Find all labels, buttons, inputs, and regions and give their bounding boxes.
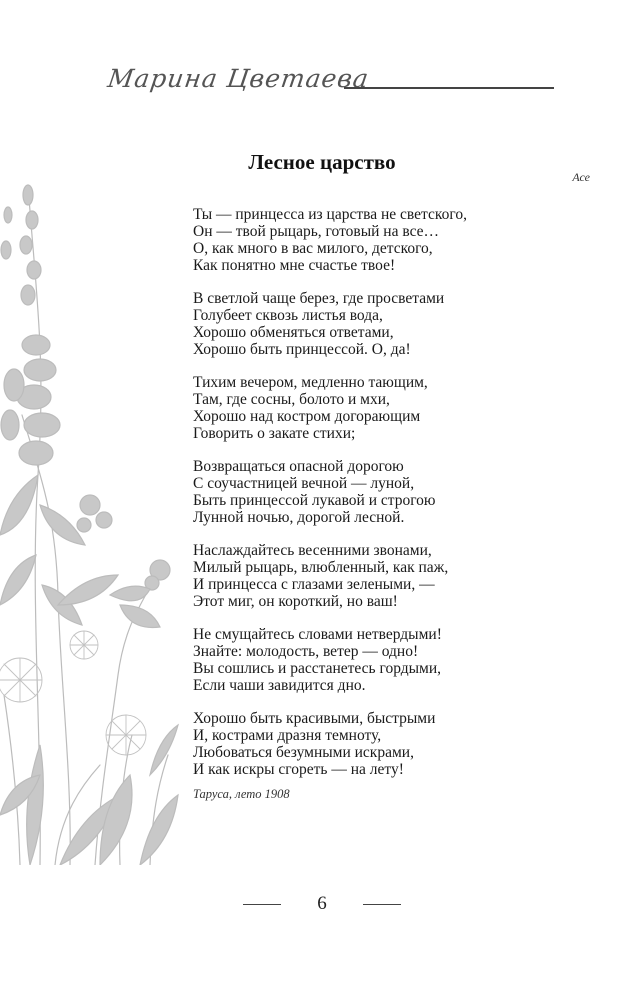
poem-stanza	[193, 710, 573, 778]
poem-line: Вы сошлись и расстанетесь гордыми,	[193, 660, 442, 677]
poem-line: Хорошо над костром догорающим	[193, 408, 421, 425]
poem-line: Ты — принцесса из царства не светского,	[193, 206, 467, 223]
poem-line: Не смущайтесь словами нетвердыми!	[193, 626, 442, 643]
poem-title: Лесное царство	[248, 150, 396, 174]
poem-line: Он — твой рыцарь, готовый на все…	[193, 223, 440, 240]
poem-line: С соучастницей вечной — луной,	[193, 475, 415, 492]
poem-line: Лунной ночью, дорогой лесной.	[193, 509, 405, 526]
poem-stanza	[193, 206, 573, 274]
poem-dedication: Асе	[572, 170, 590, 184]
poem-line: И принцесса с глазами зелеными, —	[193, 576, 435, 593]
poem-stanza	[193, 458, 573, 526]
poem-body	[193, 206, 573, 794]
poem-line: В светлой чаще берез, где просветами	[193, 290, 445, 307]
poem-line: Хорошо быть принцессой. О, да!	[193, 341, 411, 358]
poem-stanza	[193, 626, 573, 694]
poem-line: Там, где сосны, болото и мхи,	[193, 391, 390, 408]
poem-line: Милый рыцарь, влюбленный, как паж,	[193, 559, 449, 576]
poem-line: И, кострами дразня темноту,	[193, 727, 382, 744]
poem-stanza	[193, 290, 573, 358]
poem-line: Говорить о закате стихи;	[193, 425, 356, 442]
poem-line: Быть принцессой лукавой и строгою	[193, 492, 436, 509]
poem-dateline: Таруса, лето 1908	[193, 787, 290, 801]
running-header-author: Марина Цветаева	[105, 64, 371, 93]
poem-line: Знайте: молодость, ветер — одно!	[193, 643, 419, 660]
header-rule	[344, 87, 554, 89]
poem-line: Голубеет сквозь листья вода,	[193, 307, 383, 324]
wildflowers-illustration	[0, 175, 180, 865]
poem-line: Хорошо быть красивыми, быстрыми	[193, 710, 436, 727]
footer-rule-right	[363, 904, 401, 905]
poem-line: О, как много в вас милого, детского,	[193, 240, 433, 257]
page-footer	[0, 893, 644, 915]
poem-line: Наслаждайтесь весенними звонами,	[193, 542, 432, 559]
poem-stanza	[193, 374, 573, 442]
poem-line: И как искры сгореть — на лету!	[193, 761, 404, 778]
poem-stanza	[193, 542, 573, 610]
poem-line: Возвращаться опасной дорогою	[193, 458, 404, 475]
footer-rule-left	[243, 904, 281, 905]
poem-line: Тихим вечером, медленно тающим,	[193, 374, 428, 391]
page-number: 6	[317, 893, 327, 914]
poem-line: Если чаши завидится дно.	[193, 677, 366, 694]
poem-line: Любоваться безумными искрами,	[193, 744, 414, 761]
poem-line: Хорошо обменяться ответами,	[193, 324, 394, 341]
poem-line: Этот миг, он короткий, но ваш!	[193, 593, 398, 610]
poem-line: Как понятно мне счастье твое!	[193, 257, 396, 274]
